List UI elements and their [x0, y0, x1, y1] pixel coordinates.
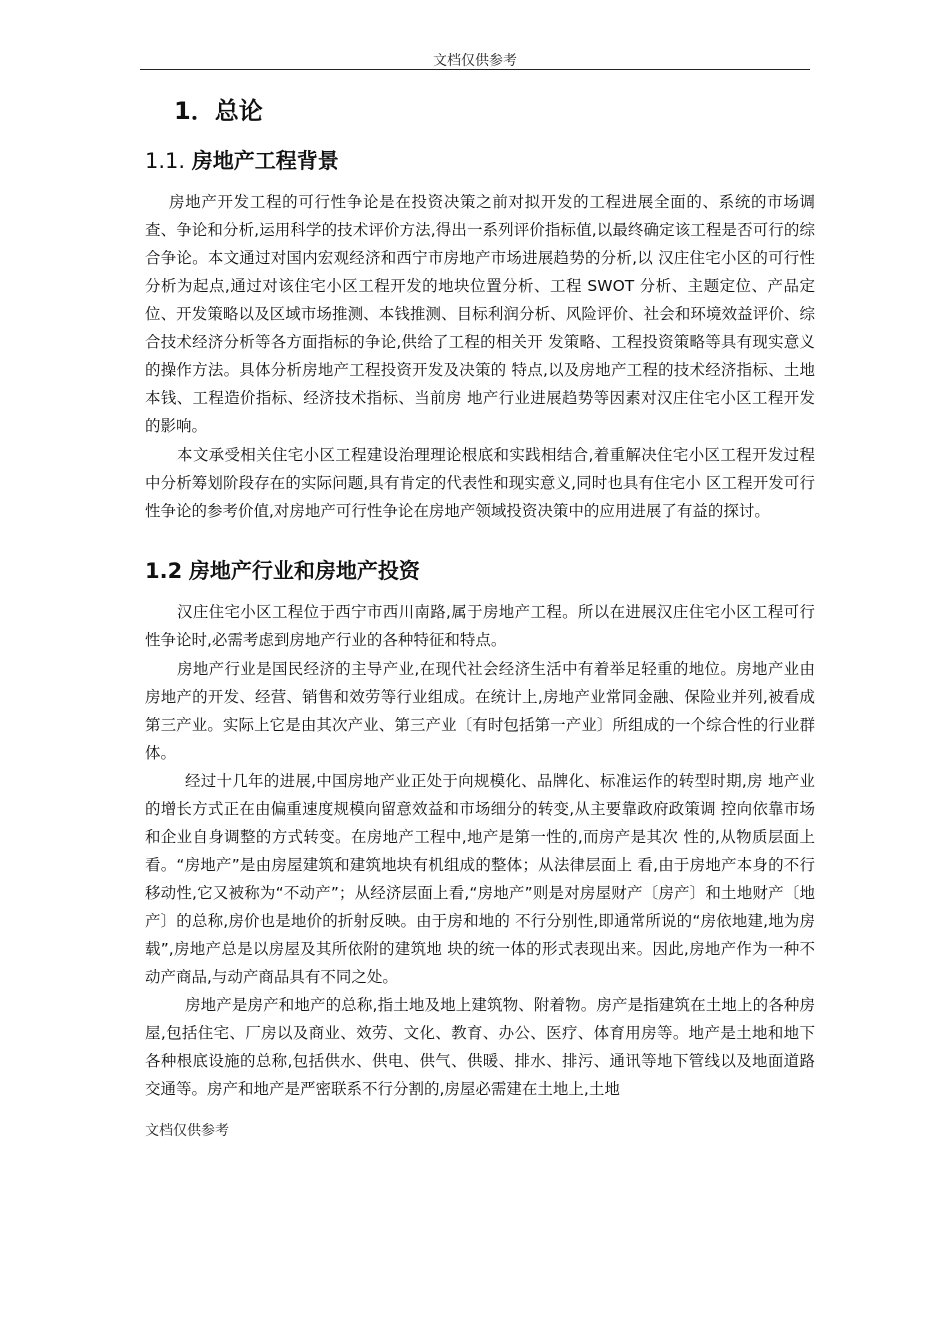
- chapter-title: 1．总论: [174, 97, 263, 125]
- section-1-2-heading: [145, 556, 420, 586]
- header-rule: [140, 69, 810, 70]
- section-title: 房地产工程背景: [191, 149, 339, 173]
- page-footer: 文档仅供参考: [145, 1123, 229, 1139]
- paragraph: 房地产开发工程的可行性争论是在投资决策之前对拟开发的工程进展全面的、系统的市场调查、争论和分析,运用科学的技术评价方法,得出一系列评价指标值,以最终确定该工程是否可行的综合争论。本文通过对国内宏观经济和西宁市房地产市场进展趋势的分析,以 汉庄住宅小区的可行性分析为起点,通过对该住宅小区工程开发的地块位置分析、工程 SWOT 分析、主题定位、产品定位、开发策略以及区域市场推测、本钱推测、目标利润分析、风险评价、社会和环境效益评价、综合技术经济分析等各方面指标的争论,供给了工程的相关开 发策略、工程投资策略等具有现实意义的操作方法。具体分析房地产工程投资开发及决策的 特点,以及房地产工程的技术经济指标、土地本钱、工程造价指标、经济技术指标、当前房 地产行业进展趋势等因素对汉庄住宅小区工程开发的影响。: [145, 193, 815, 435]
- paragraph: 汉庄住宅小区工程位于西宁市西川南路,属于房地产工程。所以在进展汉庄住宅小区工程可行性争论时,必需考虑到房地产行业的各种特征和特点。: [145, 603, 815, 649]
- page-header: 文档仅供参考: [433, 53, 517, 69]
- paragraph: 本文承受相关住宅小区工程建设治理理论根底和实践相结合,着重解决住宅小区工程开发过程中分析筹划阶段存在的实际问题,具有肯定的代表性和现实意义,同时也具有住宅小 区工程开发可行性争论的参考价值,对房地产可行性争论在房地产领域投资决策中的应用进展了有益的探讨。: [145, 446, 815, 520]
- paragraph: 房地产是房产和地产的总称,指土地及地上建筑物、附着物。房产是指建筑在土地上的各种房屋,包括住宅、厂房以及商业、效劳、文化、教育、办公、医疗、体育用房等。地产是土地和地下各种根底设施的总称,包括供水、供电、供气、供暖、排水、排污、通讯等地下管线以及地面道路交通等。房产和地产是严密联系不行分割的,房屋必需建在土地上,土地: [145, 996, 815, 1098]
- paragraph: 经过十几年的进展,中国房地产业正处于向规模化、品牌化、标准运作的转型时期,房 地产业的增长方式正在由偏重速度规模向留意效益和市场细分的转变,从主要靠政府政策调 控向依靠市场和企业自身调整的方式转变。在房地产工程中,地产是第一性的,而房产是其次 性的,从物质层面上看。“房地产”是由房屋建筑和建筑地块有机组成的整体；从法律层面上 看,由于房地产本身的不行移动性,它又被称为“不动产”；从经济层面上看,“房地产”则是对房屋财产〔房产〕和土地财产〔地产〕的总称,房价也是地价的折射反映。由于房和地的 不行分别性,即通常所说的“房依地建,地为房载”,房地产总是以房屋及其所依附的建筑地 块的统一体的形式表现出来。因此,房地产作为一种不动产商品,与动产商品具有不同之处。: [145, 772, 815, 986]
- paragraph: 房地产行业是国民经济的主导产业,在现代社会经济生活中有着举足轻重的地位。房地产业由房地产的开发、经营、销售和效劳等行业组成。在统计上,房地产业常同金融、保险业并列,被看成第三产业。实际上它是由其次产业、第三产业〔有时包括第一产业〕所组成的一个综合性的行业群体。: [145, 660, 815, 762]
- section-number: 1.1.: [145, 149, 186, 173]
- section-title: 房地产行业和房地产投资: [188, 559, 420, 583]
- section-number: 1.2: [145, 559, 183, 583]
- section-1-1-heading: [145, 146, 339, 176]
